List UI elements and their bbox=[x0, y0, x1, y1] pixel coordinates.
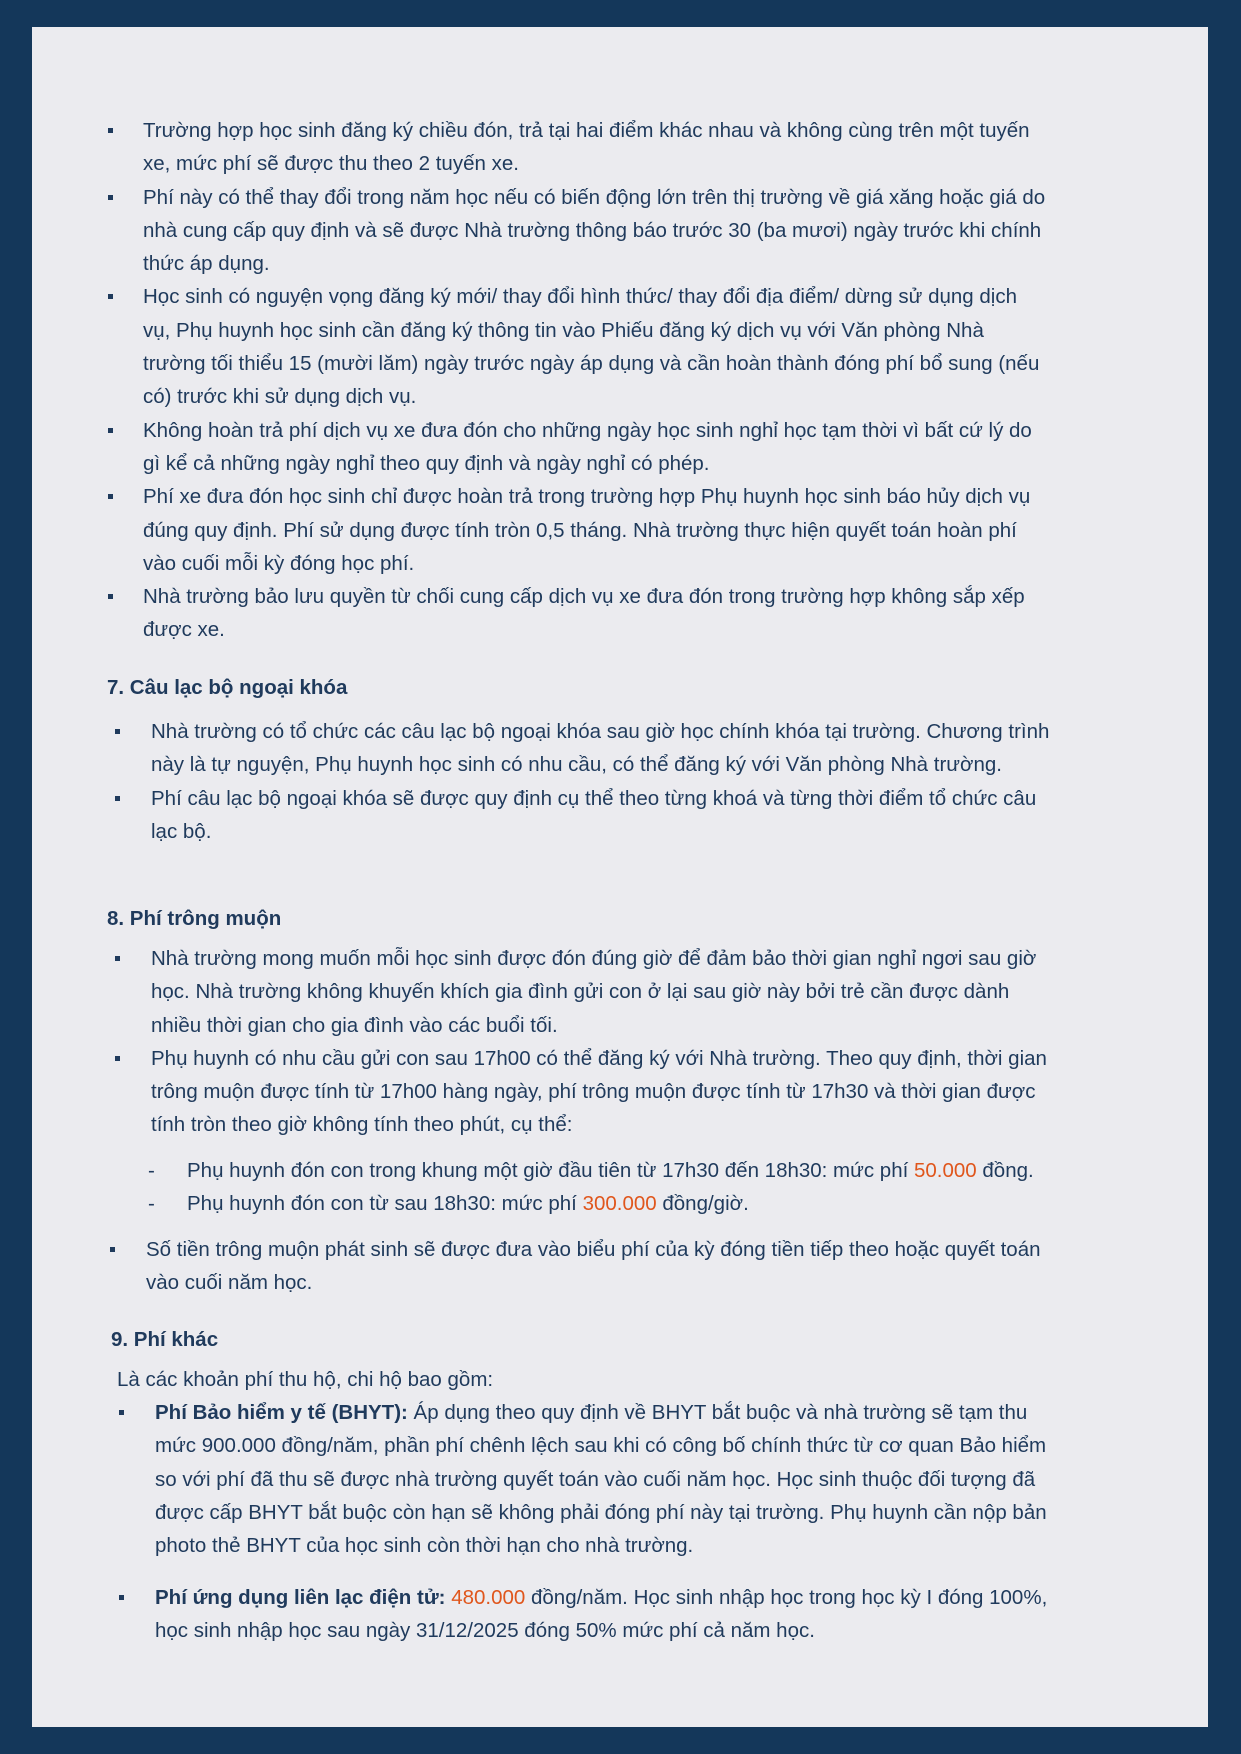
rate-item bbox=[32, 1154, 1034, 1187]
rate-amount: 300.000 bbox=[582, 1192, 657, 1215]
app-fee-text: đồng/năm. Học sinh nhập học trong học kỳ I đóng 100%, học sinh nhập học sau ngày 31/12/2025 đóng 50% mức phí cả năm học. bbox=[155, 1586, 1048, 1643]
rate-unit: đồng. bbox=[976, 1159, 1034, 1182]
app-fee-item bbox=[32, 1581, 1058, 1648]
app-fee-label: Phí ứng dụng liên lạc điện tử: bbox=[155, 1586, 446, 1609]
rate-text: Phụ huynh đón con từ sau 18h30: mức phí bbox=[187, 1192, 583, 1215]
clubs-list bbox=[32, 715, 1054, 848]
rate-text: Phụ huynh đón con trong khung một giờ đầu tiên từ 17h30 đến 18h30: mức phí bbox=[187, 1159, 914, 1182]
list-item: Phí xe đưa đón học sinh chỉ được hoàn trả trong trường hợp Phụ huynh học sinh báo hủy dịch vụ đúng quy định. Phí sử dụng được tính tròn 0,5 tháng. Nhà trường thực hiện quyết toán hoàn phí vào cuối mỗi kỳ đóng học phí. bbox=[32, 480, 1047, 580]
list-item: Nhà trường mong muốn mỗi học sinh được đón đúng giờ để đảm bảo thời gian nghỉ ngơi sau giờ học. Nhà trường không khuyến khích gia đình gửi con ở lại sau giờ này bởi trẻ cần được dành nhiều thời gian cho gia đình vào các buổi tối. bbox=[32, 942, 1054, 1042]
rate-unit: đồng/giờ. bbox=[656, 1192, 749, 1215]
list-item: Không hoàn trả phí dịch vụ xe đưa đón cho những ngày học sinh nghỉ học tạm thời vì bất cứ lý do gì kể cả những ngày nghỉ theo quy định và ngày nghỉ có phép. bbox=[32, 414, 1047, 481]
list-item: Trường hợp học sinh đăng ký chiều đón, trả tại hai điểm khác nhau và không cùng trên một tuyến xe, mức phí sẽ được thu theo 2 tuyến xe. bbox=[32, 114, 1047, 181]
other-fees-intro: Là các khoản phí thu hộ, chi hộ bao gồm: bbox=[117, 1368, 494, 1391]
late-pickup-closing-list bbox=[32, 1233, 1060, 1300]
list-item: Phí câu lạc bộ ngoại khóa sẽ được quy định cụ thể theo từng khoá và từng thời điểm tổ chức câu lạc bộ. bbox=[32, 782, 1054, 849]
section-heading-clubs: 7. Câu lạc bộ ngoại khóa bbox=[107, 676, 348, 699]
list-item: Số tiền trông muộn phát sinh sẽ được đưa vào biểu phí của kỳ đóng tiền tiếp theo hoặc quyết toán vào cuối năm học. bbox=[32, 1233, 1060, 1300]
list-item: Nhà trường bảo lưu quyền từ chối cung cấp dịch vụ xe đưa đón trong trường hợp không sắp xếp được xe. bbox=[32, 580, 1047, 647]
bus-notes-list bbox=[32, 114, 1047, 647]
document-page bbox=[32, 27, 1208, 1727]
rate-item bbox=[32, 1187, 1034, 1220]
late-pickup-list bbox=[32, 942, 1054, 1142]
late-pickup-rates bbox=[32, 1154, 1034, 1220]
section-heading-other-fees: 9. Phí khác bbox=[111, 1328, 219, 1351]
insurance-fee-text: Áp dụng theo quy định về BHYT bắt buộc và nhà trường sẽ tạm thu mức 900.000 đồng/năm, phần phí chênh lệch sau khi có công bố chính thức từ cơ quan Bảo hiểm so với phí đã thu sẽ được nhà trường quyết toán vào cuối năm học. Học sinh thuộc đối tượng đã được cấp BHYT bắt buộc còn hạn sẽ không phải đóng phí này tại trường. Phụ huynh cần nộp bản photo thẻ BHYT của học sinh còn thời hạn cho nhà trường. bbox=[155, 1401, 1047, 1558]
list-item: Nhà trường có tổ chức các câu lạc bộ ngoại khóa sau giờ học chính khóa tại trường. Chương trình này là tự nguyện, Phụ huynh học sinh có nhu cầu, có thể đăng ký với Văn phòng Nhà trường. bbox=[32, 715, 1054, 782]
list-item: Học sinh có nguyện vọng đăng ký mới/ thay đổi hình thức/ thay đổi địa điểm/ dừng sử dụng dịch vụ, Phụ huynh học sinh cần đăng ký thông tin vào Phiếu đăng ký dịch vụ với Văn phòng Nhà trường tối thiểu 15 (mười lăm) ngày trước ngày áp dụng và cần hoàn thành đóng phí bổ sung (nếu có) trước khi sử dụng dịch vụ. bbox=[32, 280, 1047, 413]
app-fee-list bbox=[32, 1581, 1058, 1648]
list-item: Phí này có thể thay đổi trong năm học nếu có biến động lớn trên thị trường về giá xăng hoặc giá do nhà cung cấp quy định và sẽ được Nhà trường thông báo trước 30 (ba mươi) ngày trước khi chính thức áp dụng. bbox=[32, 181, 1047, 281]
section-heading-late-pickup: 8. Phí trông muộn bbox=[107, 907, 282, 930]
insurance-fee-item bbox=[32, 1396, 1058, 1562]
list-item: Phụ huynh có nhu cầu gửi con sau 17h00 có thể đăng ký với Nhà trường. Theo quy định, thời gian trông muộn được tính từ 17h00 hàng ngày, phí trông muộn được tính từ 17h30 và thời gian được tính tròn theo giờ không tính theo phút, cụ thể: bbox=[32, 1042, 1054, 1142]
insurance-fee-list bbox=[32, 1396, 1058, 1562]
rate-amount: 50.000 bbox=[914, 1159, 977, 1182]
insurance-fee-label: Phí Bảo hiểm y tế (BHYT): bbox=[155, 1401, 408, 1424]
app-fee-amount: 480.000 bbox=[451, 1586, 526, 1609]
